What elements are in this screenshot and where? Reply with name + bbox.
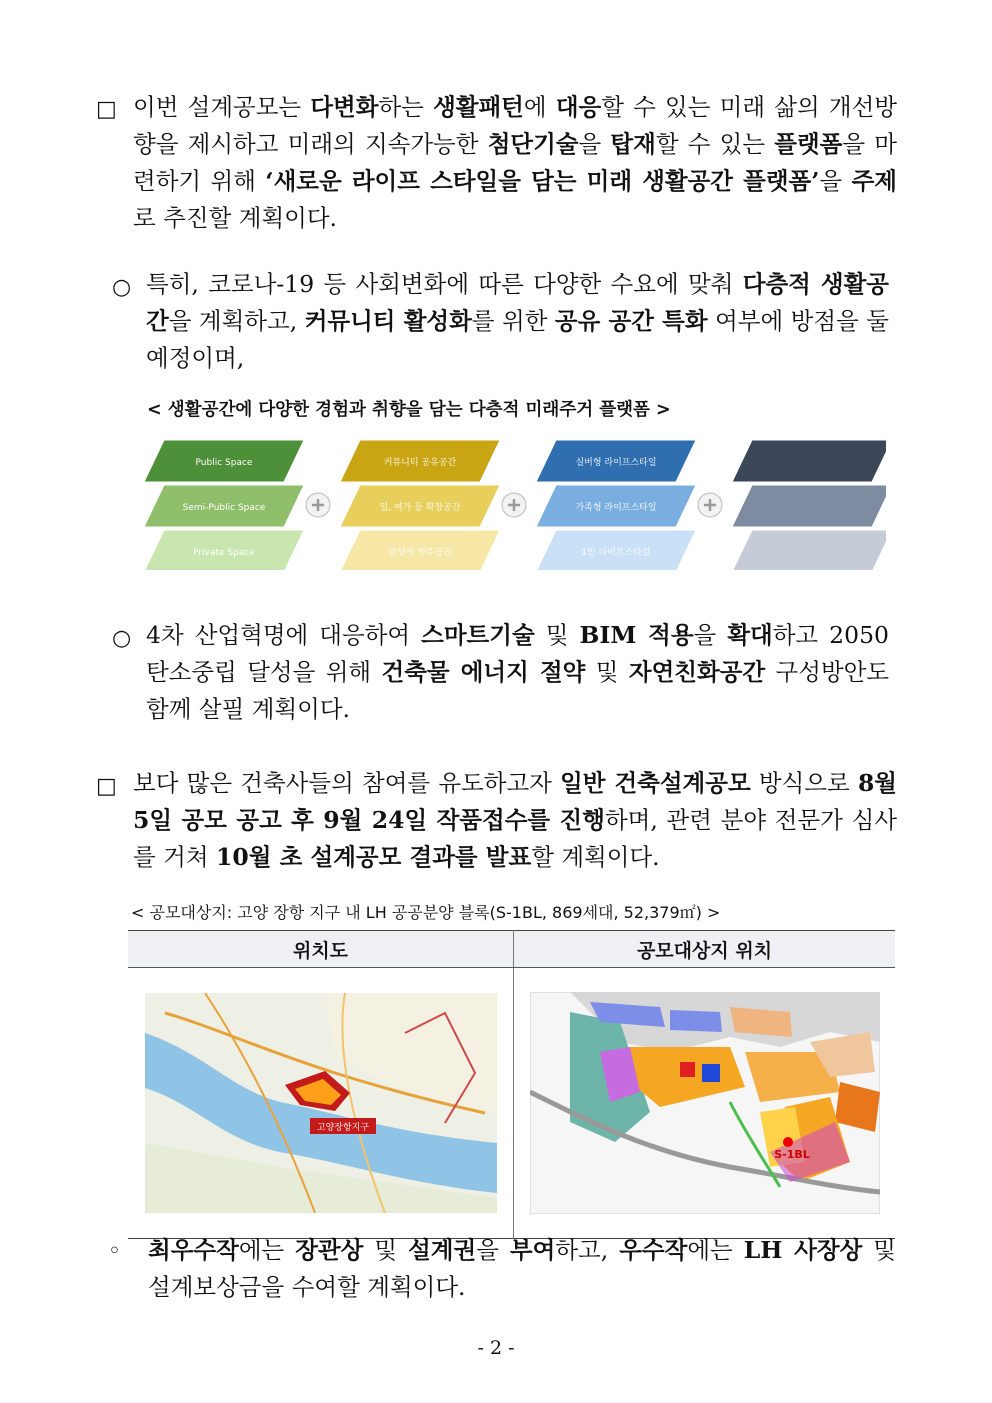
emphasis-text: 건축물 에너지 절약 <box>381 658 586 686</box>
emphasis-text: BIM 적용 <box>579 621 694 649</box>
body-text: 및 <box>363 1236 409 1264</box>
body-text: 하고, <box>555 1236 620 1264</box>
emphasis-text: 부여 <box>509 1236 556 1264</box>
layer-label: 일, 여가 등 확장공간 <box>379 503 461 513</box>
emphasis-text: 다변화 <box>310 93 379 121</box>
paragraph-awards <box>148 1232 896 1306</box>
body-text: 에는 <box>687 1236 744 1264</box>
diagram-caption: < 생활공간에 다양한 경험과 취향을 담는 다층적 미래주거 플랫폼 > <box>147 400 671 420</box>
layer-label: 커뮤니티 공유공간 <box>383 458 457 468</box>
paragraph-schedule <box>133 765 897 876</box>
emphasis-text: 플랫폼 <box>774 130 843 158</box>
emphasis-text: ‘새로운 라이프 스타일을 담는 미래 생활공간 플랫폼’ <box>265 167 820 195</box>
emphasis-text: 탑재 <box>610 130 656 158</box>
location-map-image <box>145 993 497 1213</box>
paragraph-multilayer-space <box>146 266 889 377</box>
body-text: 하고 2050 탄소중립 달성을 위해 <box>146 621 889 686</box>
site-position-image <box>530 992 880 1214</box>
column-header-location-map: 위치도 <box>128 931 514 968</box>
body-text: 이번 설계공모는 <box>133 93 311 121</box>
emphasis-text: 최우수작 <box>148 1236 239 1264</box>
layer-label: Public Space <box>195 458 253 468</box>
checkbox-bullet: □ <box>96 97 117 122</box>
body-text: 여부에 방점을 둘 예정이며, <box>146 307 889 372</box>
emphasis-text: 자연친화공간 <box>628 658 766 686</box>
site-caption: < 공모대상지: 고양 장항 지구 내 LH 공공분양 블록(S-1BL, 869세대, 52,379㎡) > <box>131 903 721 922</box>
body-text: 에 <box>523 93 556 121</box>
body-text: 을 <box>578 130 611 158</box>
layer-label: Semi-Public Space <box>182 503 266 513</box>
circle-bullet: ○ <box>112 275 132 300</box>
page-number: - 2 - <box>477 1337 515 1359</box>
emphasis-text: 공유 공간 특화 <box>554 307 708 335</box>
body-text: 및 <box>585 658 629 686</box>
body-text: 특히, 코로나-19 등 사회변화에 따른 다양한 수요에 맞춰 <box>146 270 743 298</box>
site-location-table <box>128 930 895 1239</box>
location-map-cell <box>128 968 514 1239</box>
emphasis-text: 일반 건축설계공모 <box>560 769 751 797</box>
block-label: S-1BL <box>773 1148 810 1161</box>
body-text: 을 <box>476 1236 510 1264</box>
map-label: 고양장항지구 <box>316 1123 369 1133</box>
emphasis-text: 첨단기술 <box>487 130 579 158</box>
emphasis-text: 스마트기술 <box>421 621 535 649</box>
emphasis-text: 10월 초 설계공모 결과를 발표 <box>216 843 532 871</box>
emphasis-text: 주제 <box>851 167 898 195</box>
body-text: 및 설계보상금을 수여할 계획이다. <box>148 1236 897 1301</box>
layer-label: 실버형 라이프스타일 <box>575 458 657 468</box>
paragraph-smart-tech <box>146 617 889 728</box>
layer-plane <box>732 440 886 482</box>
emphasis-text: 우수작 <box>619 1236 688 1264</box>
emphasis-text: LH 사장상 <box>743 1236 863 1264</box>
paragraph-contest-theme <box>133 89 897 237</box>
body-text: 로 추진할 계획이다. <box>133 204 338 232</box>
column-header-site-position: 공모대상지 위치 <box>514 931 896 968</box>
body-text: 할 수 있는 미래 삶의 개선방향을 제시하고 미래의 지속가능한 <box>133 93 898 158</box>
layer-plane <box>732 530 886 570</box>
layer-label: 가족형 라이프스타일 <box>575 503 657 513</box>
emphasis-text: 커뮤니티 활성화 <box>304 307 472 335</box>
layer-label: 일상적 정주공간 <box>388 548 452 558</box>
site-position-cell <box>514 968 896 1239</box>
circle-bullet: ○ <box>112 626 132 651</box>
emphasis-text: 다층적 생활공간 <box>146 270 890 335</box>
body-text: 할 계획이다. <box>531 843 660 871</box>
layer-label: 1인 라이프스타일 <box>581 548 651 558</box>
emphasis-text: 생활패턴 <box>433 93 524 121</box>
body-text: 할 수 있는 <box>655 130 775 158</box>
body-text: 하며, 관련 분야 전문가 심사를 거쳐 <box>133 806 897 871</box>
emphasis-text: 확대 <box>727 621 773 649</box>
emphasis-text: 장관상 <box>295 1236 364 1264</box>
body-text: 을 <box>693 621 728 649</box>
body-text: 을 마련하기 위해 <box>133 130 898 195</box>
checkbox-bullet: □ <box>96 774 117 799</box>
body-text: 을 계획하고, <box>168 307 305 335</box>
body-text: 보다 많은 건축사들의 참여를 유도하고자 <box>133 769 561 797</box>
body-text: 구성방안도 함께 살필 계획이다. <box>146 658 889 723</box>
body-text: 를 위한 <box>471 307 555 335</box>
body-text: 을 <box>819 167 852 195</box>
emphasis-text: 8월 5일 공모 공고 후 9월 24일 작품접수를 진행 <box>133 769 897 834</box>
emphasis-text: 대응 <box>555 93 602 121</box>
body-text: 에는 <box>238 1236 296 1264</box>
body-text: 방식으로 <box>750 769 858 797</box>
layer-plane <box>732 485 886 527</box>
body-text: 및 <box>534 621 580 649</box>
body-text: 하는 <box>378 93 434 121</box>
layer-label: Private Space <box>193 548 255 558</box>
emphasis-text: 설계권 <box>408 1236 477 1264</box>
body-text: 4차 산업혁명에 대응하여 <box>146 621 422 649</box>
multilayer-platform-diagram <box>138 430 886 570</box>
small-circle-bullet: ◦ <box>108 1239 121 1264</box>
